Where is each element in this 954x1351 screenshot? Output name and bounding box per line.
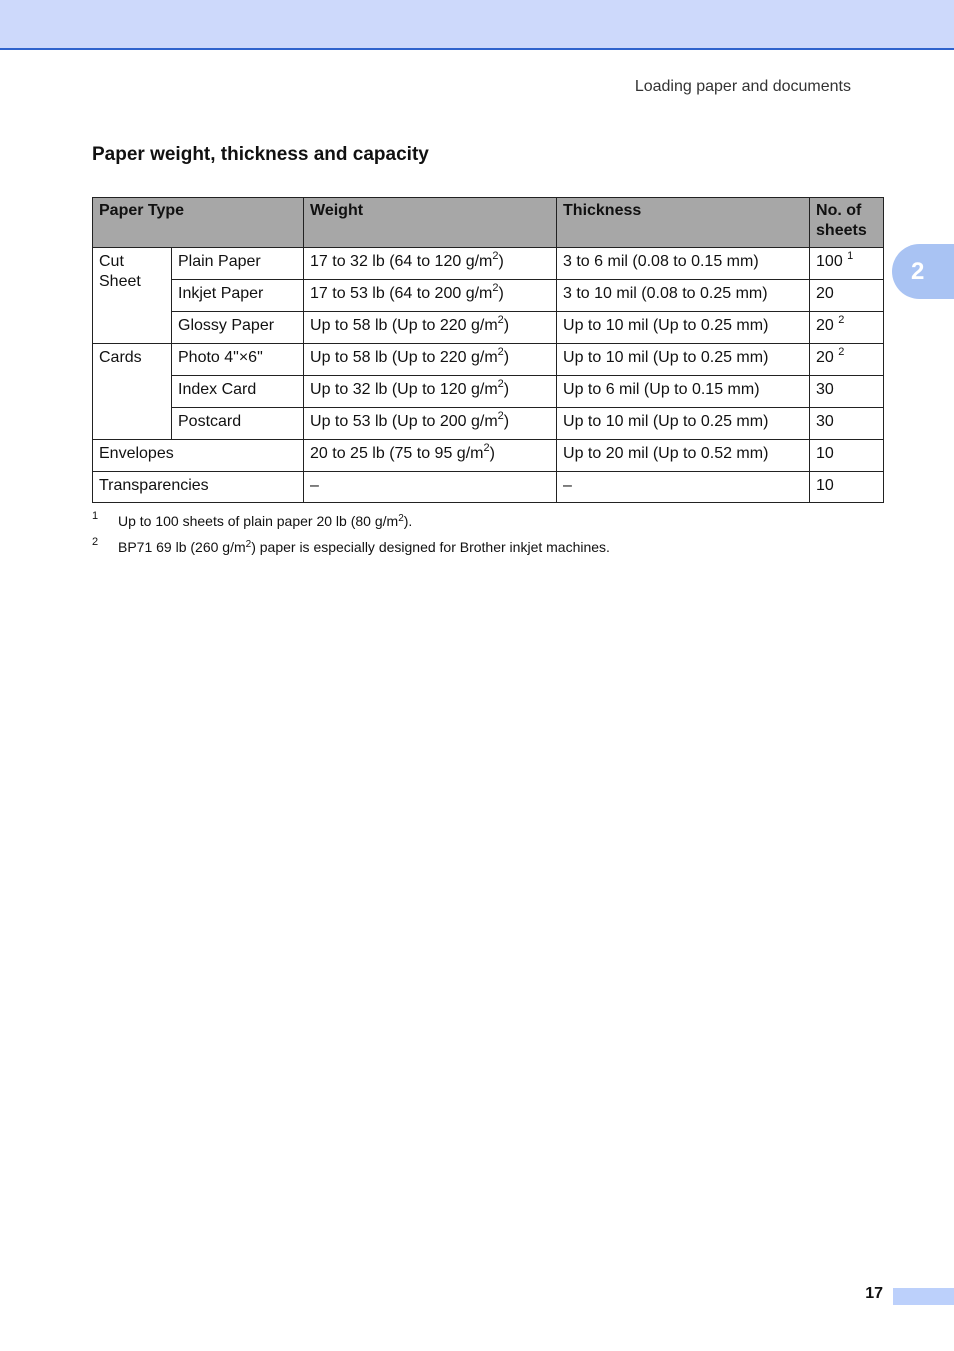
cell-weight: Up to 32 lb (Up to 120 $g/m^2$) bbox=[304, 376, 557, 408]
header-sheets: No. of sheets bbox=[810, 198, 884, 248]
footnote-ref: 1 bbox=[847, 250, 854, 262]
cell-type: Plain Paper bbox=[172, 248, 304, 280]
cell-type: Photo 4"×6" bbox=[172, 344, 304, 376]
cell-thickness: – bbox=[557, 472, 810, 503]
cell-sheets: 10 bbox=[810, 440, 884, 472]
footnote-number: 2 bbox=[92, 536, 99, 548]
cell-type: Index Card bbox=[172, 376, 304, 408]
paper-spec-table bbox=[92, 197, 884, 503]
cell-sheets: 30 bbox=[810, 376, 884, 408]
table-row bbox=[93, 312, 884, 344]
cell-weight: 17 to 53 lb (64 to 200 $g/m^2$) bbox=[304, 280, 557, 312]
group-transparencies: Transparencies bbox=[93, 472, 304, 503]
cell-weight: – bbox=[304, 472, 557, 503]
chapter-tab[interactable] bbox=[892, 244, 954, 299]
cell-sheets: 20 $^2$ bbox=[810, 312, 884, 344]
table-row bbox=[93, 472, 884, 503]
cell-thickness: Up to 10 mil (Up to 0.25 mm) bbox=[557, 312, 810, 344]
table-header-row bbox=[93, 198, 884, 248]
table-row bbox=[93, 248, 884, 280]
header-weight: Weight bbox=[304, 198, 557, 248]
cell-type: Glossy Paper bbox=[172, 312, 304, 344]
cell-weight: Up to 53 lb (Up to 200 $g/m^2$) bbox=[304, 408, 557, 440]
group-envelopes: Envelopes bbox=[93, 440, 304, 472]
cell-sheets: 20 $^2$ bbox=[810, 344, 884, 376]
cell-sheets: 30 bbox=[810, 408, 884, 440]
cell-thickness: 3 to 10 mil (0.08 to 0.25 mm) bbox=[557, 280, 810, 312]
running-header: Loading paper and documents bbox=[634, 78, 851, 95]
table-row bbox=[93, 344, 884, 376]
table-row bbox=[93, 440, 884, 472]
cell-weight: 17 to 32 lb (64 to 120 $g/m^2$) bbox=[304, 248, 557, 280]
cell-weight: 20 to 25 lb (75 to 95 $g/m^2$) bbox=[304, 440, 557, 472]
header-paper-type: Paper Type bbox=[93, 198, 304, 248]
cell-type: Postcard bbox=[172, 408, 304, 440]
table-row bbox=[93, 280, 884, 312]
table-row bbox=[93, 376, 884, 408]
cell-weight: Up to 58 lb (Up to 220 $g/m^2$) bbox=[304, 344, 557, 376]
cell-thickness: Up to 20 mil (Up to 0.52 mm) bbox=[557, 440, 810, 472]
page-number: 17 bbox=[865, 1285, 883, 1302]
cell-thickness: Up to 10 mil (Up to 0.25 mm) bbox=[557, 344, 810, 376]
cell-thickness: Up to 6 mil (Up to 0.15 mm) bbox=[557, 376, 810, 408]
footnote-number: 1 bbox=[92, 510, 99, 522]
cell-type: Inkjet Paper bbox=[172, 280, 304, 312]
table-row bbox=[93, 408, 884, 440]
cell-thickness: Up to 10 mil (Up to 0.25 mm) bbox=[557, 408, 810, 440]
footnotes bbox=[92, 510, 852, 562]
footnote-text: BP71 69 lb (260 $g/m^2$) paper is especially designed for Brother inkjet machines. bbox=[118, 539, 610, 555]
cell-sheets: 100 $^1$ bbox=[810, 248, 884, 280]
footnote-text: Up to 100 sheets of plain paper 20 lb (80 $g/m^2$). bbox=[118, 513, 413, 529]
footnote bbox=[92, 510, 852, 536]
footnote-ref: 2 bbox=[838, 346, 845, 358]
chapter-number: 2 bbox=[911, 257, 925, 285]
group-cards: Cards bbox=[93, 344, 172, 440]
top-banner bbox=[0, 0, 954, 50]
group-cut-sheet: Cut Sheet bbox=[93, 248, 172, 344]
header-thickness: Thickness bbox=[557, 198, 810, 248]
footnote bbox=[92, 536, 852, 562]
footnote-ref: 2 bbox=[838, 314, 845, 326]
cell-sheets: 20 bbox=[810, 280, 884, 312]
cell-weight: Up to 58 lb (Up to 220 $g/m^2$) bbox=[304, 312, 557, 344]
cell-thickness: 3 to 6 mil (0.08 to 0.15 mm) bbox=[557, 248, 810, 280]
section-title: Paper weight, thickness and capacity bbox=[92, 144, 429, 165]
page-tab bbox=[893, 1288, 954, 1305]
cell-sheets: 10 bbox=[810, 472, 884, 503]
